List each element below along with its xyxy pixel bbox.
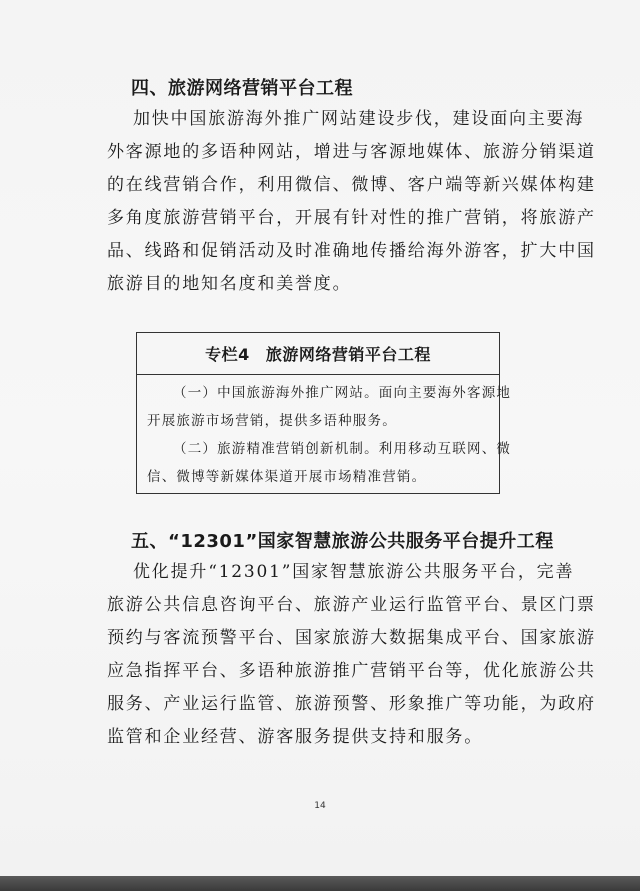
section-5-heading: 五、“12301”国家智慧旅游公共服务平台提升工程 xyxy=(131,531,554,552)
paragraph-line: 多角度旅游营销平台，开展有针对性的推广营销，将旅游产 xyxy=(107,208,596,228)
paragraph-line: 加快中国旅游海外推广网站建设步伐，建设面向主要海 xyxy=(133,109,585,129)
paragraph-line: 应急指挥平台、多语种旅游推广营销平台等，优化旅游公共 xyxy=(107,661,596,681)
sidebar-box-title xyxy=(137,333,499,375)
paragraph-line: 外客源地的多语种网站，增进与客源地媒体、旅游分销渠道 xyxy=(107,142,596,162)
paragraph-line: 优化提升“12301”国家智慧旅游公共服务平台，完善 xyxy=(133,562,575,582)
paragraph-line: 监管和企业经营、游客服务提供支持和服务。 xyxy=(107,727,483,747)
paragraph-line: 预约与客流预警平台、国家旅游大数据集成平台、国家旅游 xyxy=(107,628,596,648)
paragraph-line: 旅游目的地知名度和美誉度。 xyxy=(107,274,352,294)
section-4-heading: 四、旅游网络营销平台工程 xyxy=(131,78,353,99)
box-item-2-line: 信、微博等新媒体渠道开展市场精准营销。 xyxy=(147,469,427,485)
sidebar-box-title-text: 旅游网络营销平台工程 xyxy=(265,345,431,364)
page-number: 14 xyxy=(314,801,326,811)
sidebar-box-body xyxy=(147,379,512,491)
page-bottom-edge xyxy=(0,876,640,891)
box-item-1-line: （一）中国旅游海外推广网站。面向主要海外客源地 xyxy=(173,385,512,401)
paragraph-line: 旅游公共信息咨询平台、旅游产业运行监管平台、景区门票 xyxy=(107,595,596,615)
box-item-2-line: （二）旅游精准营销创新机制。利用移动互联网、微 xyxy=(173,441,512,457)
box-item-1-line: 开展旅游市场营销，提供多语种服务。 xyxy=(147,413,397,429)
paragraph-line: 品、线路和促销活动及时准确地传播给海外游客，扩大中国 xyxy=(107,241,596,261)
section-4-paragraph xyxy=(107,103,596,301)
sidebar-box-label: 专栏4 xyxy=(205,345,250,364)
paragraph-line: 服务、产业运行监管、旅游预警、形象推广等功能，为政府 xyxy=(107,694,596,714)
sidebar-box xyxy=(136,332,512,494)
section-5-paragraph xyxy=(107,556,596,754)
paragraph-line: 的在线营销合作，利用微信、微博、客户端等新兴媒体构建 xyxy=(107,175,596,195)
